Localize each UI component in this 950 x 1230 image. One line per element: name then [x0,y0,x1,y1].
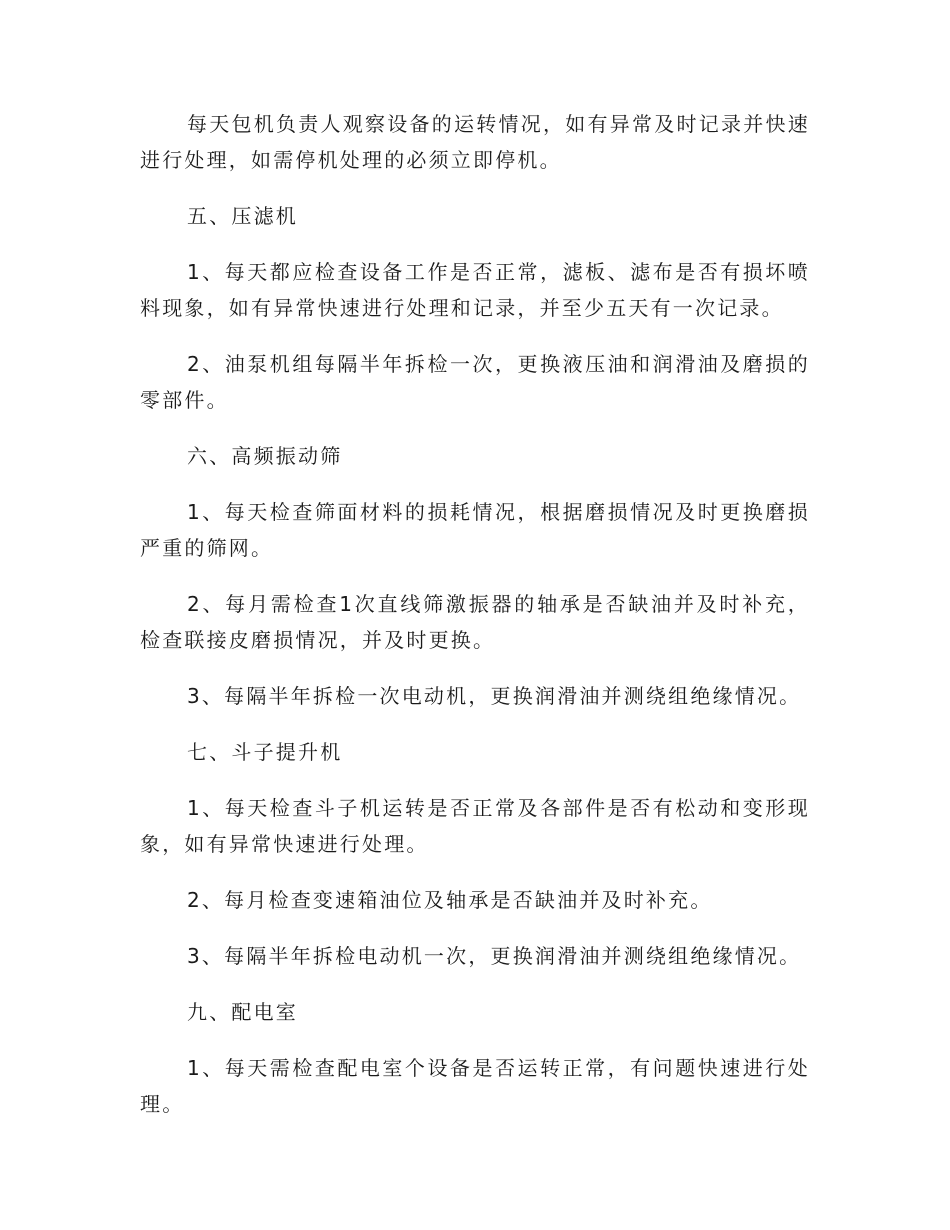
paragraph-vibrating-screen-2: 2、每月需检查1次直线筛激振器的轴承是否缺油并及时补充，检查联接皮磨损情况，并及时更换。 [140,592,810,652]
paragraph-filter-press-2: 2、油泵机组每隔半年拆检一次，更换液压油和润滑油及磨损的零部件。 [140,352,810,412]
paragraph-daily-inspection: 每天包机负责人观察设备的运转情况，如有异常及时记录并快速进行处理，如需停机处理的必须立即停机。 [140,112,810,172]
paragraph-filter-press-1: 1、每天都应检查设备工作是否正常，滤板、滤布是否有损坏喷料现象，如有异常快速进行处理和记录，并至少五天有一次记录。 [140,260,810,320]
paragraph-vibrating-screen-1: 1、每天检查筛面材料的损耗情况，根据磨损情况及时更换磨损严重的筛网。 [140,500,810,560]
paragraph-bucket-elevator-2: 2、每月检查变速箱油位及轴承是否缺油并及时补充。 [187,888,713,912]
section-heading-vibrating-screen: 六、高频振动筛 [187,444,343,468]
paragraph-power-room-1: 1、每天需检查配电室个设备是否运转正常，有问题快速进行处理。 [140,1056,810,1116]
section-heading-filter-press: 五、压滤机 [187,204,298,228]
paragraph-vibrating-screen-3: 3、每隔半年拆检一次电动机，更换润滑油并测绕组绝缘情况。 [187,684,802,708]
paragraph-bucket-elevator-3: 3、每隔半年拆检电动机一次，更换润滑油并测绕组绝缘情况。 [187,944,802,968]
section-heading-bucket-elevator: 七、斗子提升机 [187,740,343,764]
paragraph-bucket-elevator-1: 1、每天检查斗子机运转是否正常及各部件是否有松动和变形现象，如有异常快速进行处理。 [140,796,810,856]
section-heading-power-room: 九、配电室 [187,1000,298,1024]
